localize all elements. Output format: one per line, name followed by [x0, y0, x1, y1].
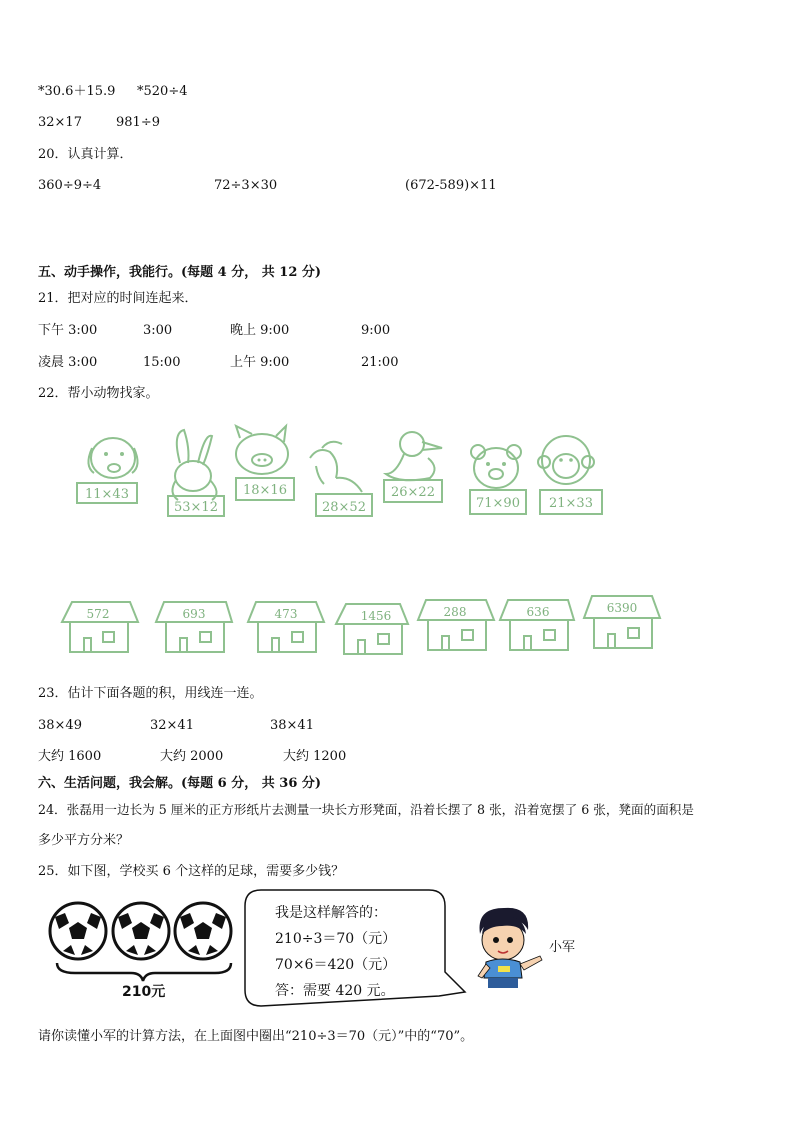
q21-item: 晚上 9:00 [230, 323, 290, 338]
q23-title: 23．估计下面各题的积，用线连一连。 [38, 686, 263, 701]
animal-label: 21×33 [549, 496, 593, 511]
q21-item: 15:00 [143, 355, 181, 370]
q23-item: 大约 1600 [38, 749, 102, 764]
house-icon [584, 596, 660, 648]
q23-item: 大约 1200 [283, 749, 347, 764]
price-label: 210元 [122, 984, 166, 1000]
q21-item: 凌晨 3:00 [38, 355, 98, 370]
boy-icon [472, 904, 552, 994]
boy-name: 小军 [549, 940, 576, 955]
monkey-icon [538, 436, 602, 514]
animals-illustration [0, 418, 793, 528]
house-icon [336, 604, 408, 654]
house-icon [62, 602, 138, 652]
calc-item: 32×17 [38, 115, 82, 130]
house-label: 6390 [606, 601, 638, 615]
house-icon [248, 602, 324, 652]
calc-item: 981÷9 [116, 115, 160, 130]
animal-label: 11×43 [85, 487, 129, 502]
calc-item: *520÷4 [137, 84, 188, 99]
q21-item: 9:00 [361, 323, 391, 338]
soccer-ball-icon [50, 903, 106, 959]
house-label: 473 [274, 607, 298, 621]
q25-instruction: 请你读懂小军的计算方法，在上面图中圈出“210÷3＝70（元）”中的“70”。 [38, 1029, 474, 1044]
calc-item: *30.6＋15.9 [38, 84, 116, 99]
animal-label: 28×52 [322, 500, 366, 515]
duck-icon [384, 432, 442, 502]
q21-item: 21:00 [361, 355, 399, 370]
q23-item: 38×41 [270, 718, 314, 733]
bubble-line: 我是这样解答的： [275, 905, 387, 921]
brace [57, 963, 231, 981]
rabbit-icon [168, 430, 224, 516]
q20-title: 20．认真计算． [38, 147, 133, 162]
q21-title: 21．把对应的时间连起来． [38, 291, 198, 306]
q22-title: 22．帮小动物找家。 [38, 386, 159, 401]
house-icon [418, 600, 494, 650]
pig-icon [236, 426, 294, 500]
house-label: 693 [182, 607, 206, 621]
q21-item: 3:00 [143, 323, 173, 338]
q21-item: 下午 3:00 [38, 323, 98, 338]
house-label: 288 [443, 605, 467, 619]
dog-icon [77, 438, 138, 503]
house-icon [500, 600, 574, 650]
animal-label: 26×22 [391, 485, 435, 500]
q20-item: (672-589)×11 [405, 178, 497, 193]
q20-item: 72÷3×30 [214, 178, 278, 193]
q25-title: 25．如下图，学校买 6 个这样的足球，需要多少钱？ [38, 864, 345, 879]
house-label: 636 [526, 605, 550, 619]
animal-label: 53×12 [174, 500, 218, 515]
bear-icon [470, 445, 526, 514]
animal-label: 18×16 [243, 483, 287, 498]
q23-item: 大约 2000 [160, 749, 224, 764]
q24-line-2: 多少平方分米？ [38, 833, 130, 848]
goat-icon [310, 442, 372, 516]
house-label: 572 [86, 607, 110, 621]
animal-label: 71×90 [476, 496, 520, 511]
q23-item: 38×49 [38, 718, 82, 733]
bubble-line: 答：需要 420 元。 [275, 983, 395, 999]
bubble-line: 210÷3＝70（元） [275, 931, 397, 947]
section5-heading: 五、动手操作，我能行。(每题 4 分， 共 12 分) [38, 265, 322, 280]
section6-heading: 六、生活问题，我会解。(每题 6 分， 共 36 分) [38, 776, 322, 791]
q24-line-1: 24．张磊用一边长为 5 厘米的正方形纸片去测量一块长方形凳面，沿着长摆了 8 张，沿着宽摆了 6 张，凳面的面积是 [38, 802, 694, 817]
soccer-ball-icon [175, 903, 231, 959]
house-icon [156, 602, 232, 652]
bubble-line: 70×6＝420（元） [275, 957, 397, 973]
q20-item: 360÷9÷4 [38, 178, 102, 193]
q23-item: 32×41 [150, 718, 194, 733]
soccer-ball-icon [113, 903, 169, 959]
house-label: 1456 [360, 609, 392, 623]
q21-item: 上午 9:00 [230, 355, 290, 370]
houses-illustration [0, 592, 793, 662]
